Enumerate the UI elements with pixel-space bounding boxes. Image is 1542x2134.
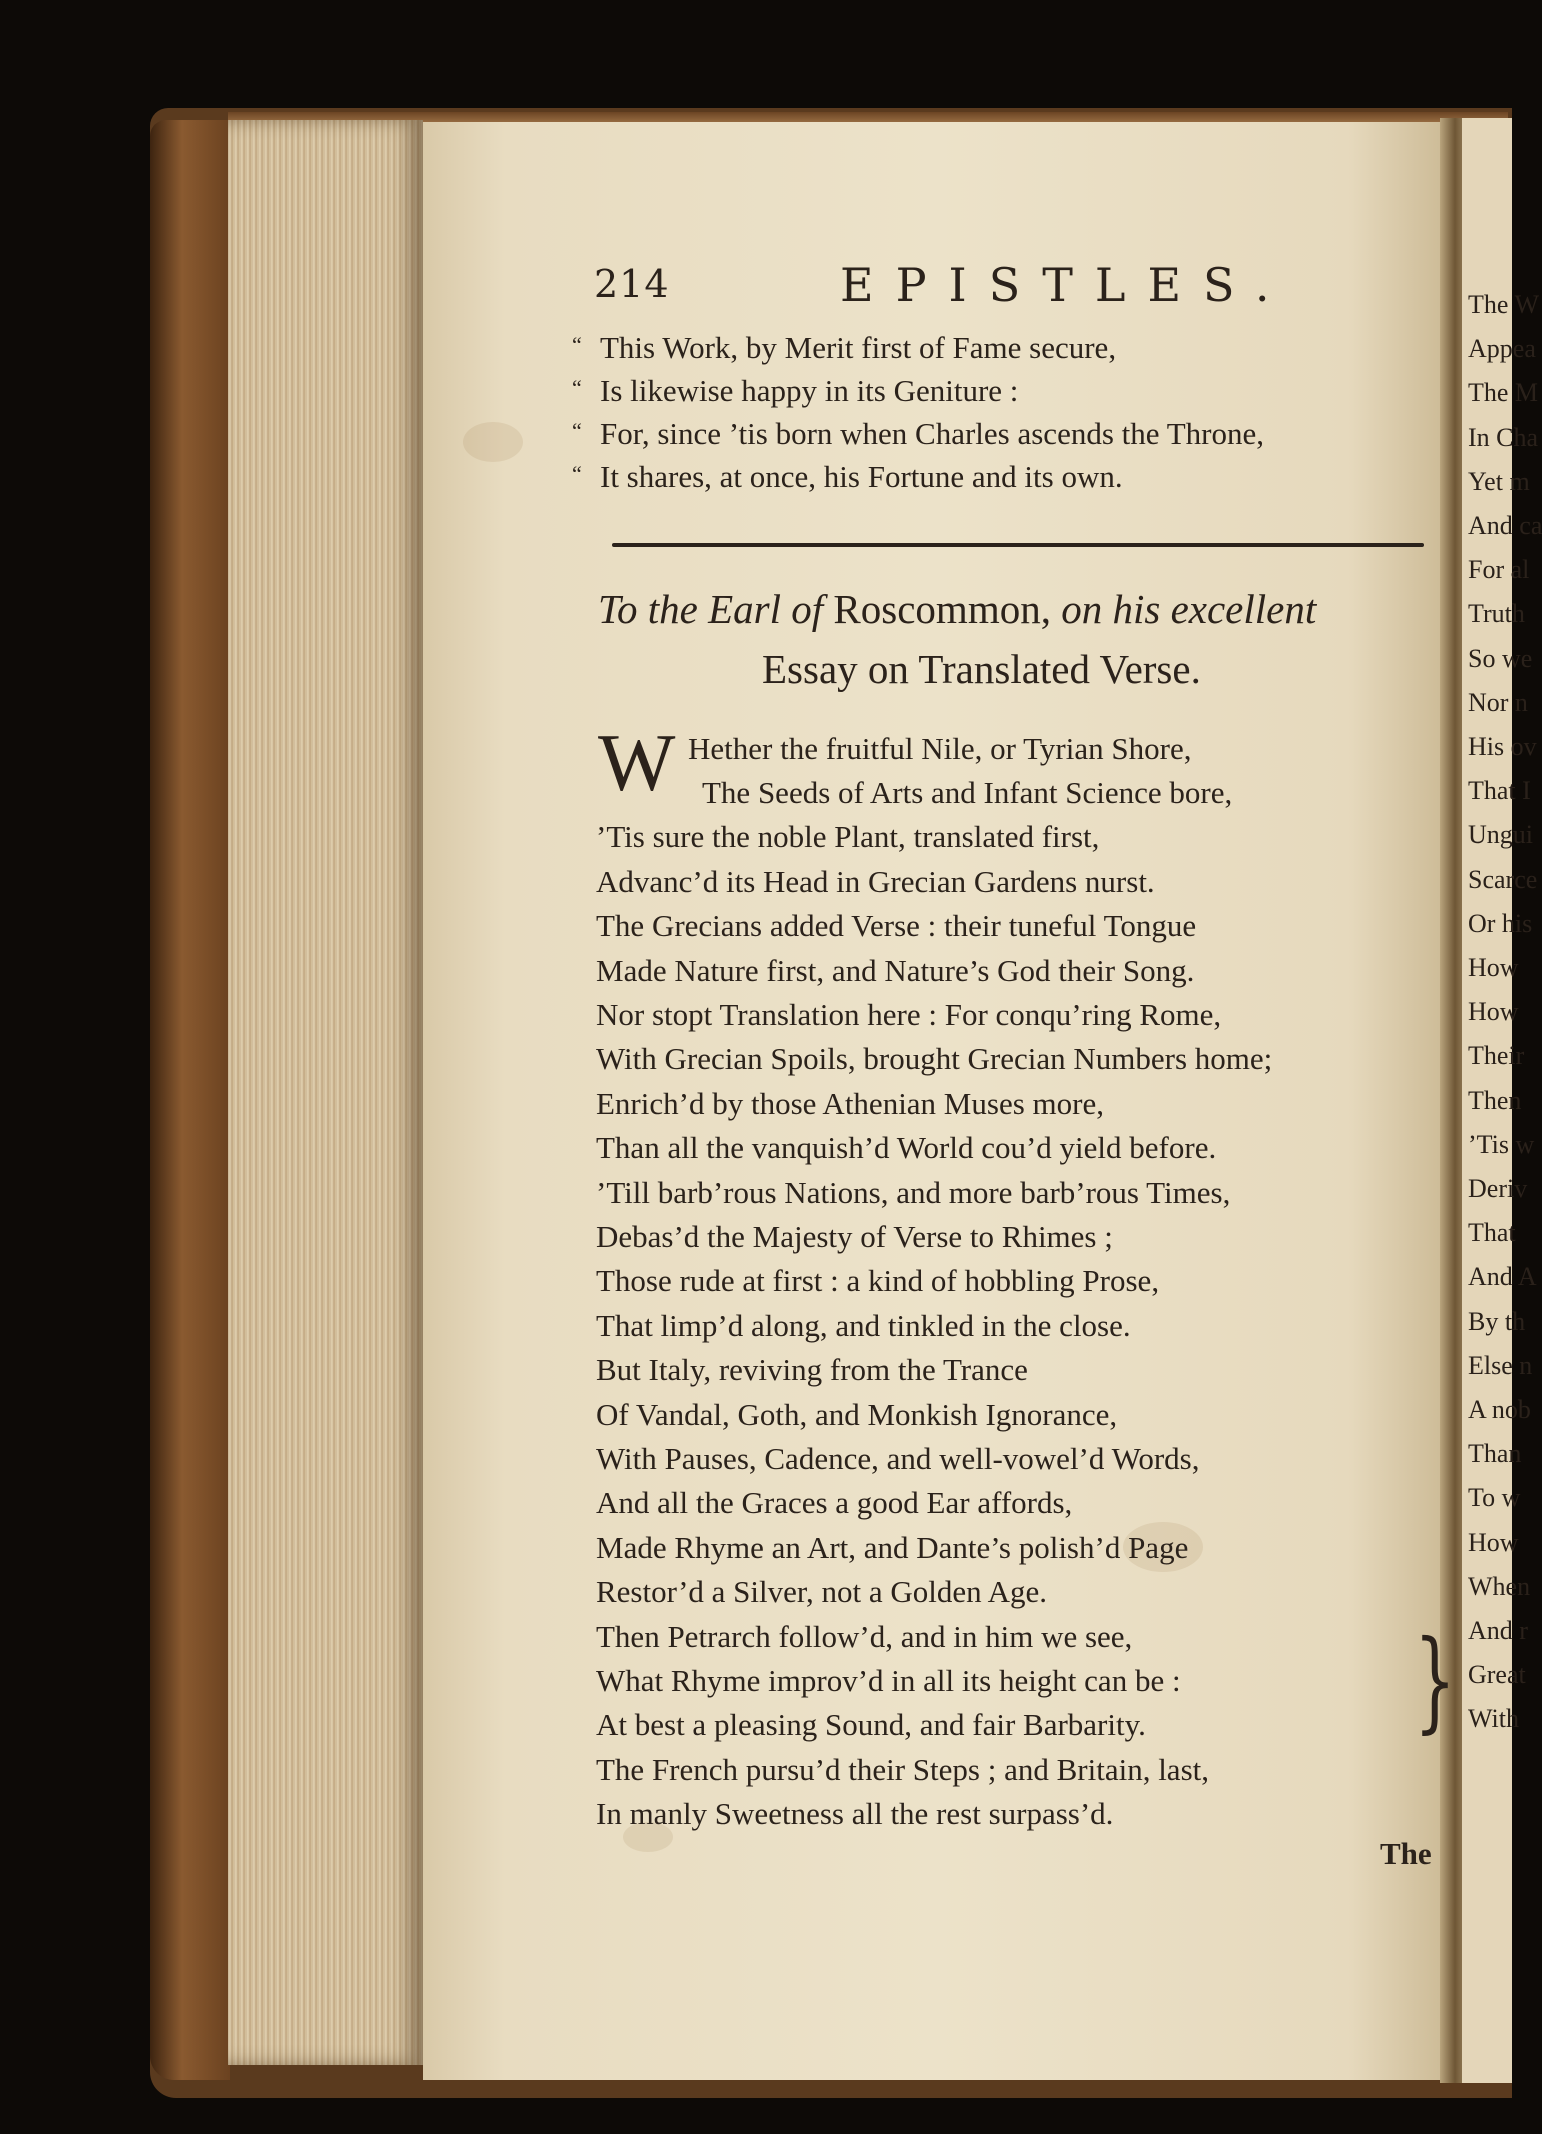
quote-text: This Work, by Merit first of Fame secure, — [600, 330, 1117, 365]
triplet-brace: } — [1414, 1616, 1456, 1744]
quote-mark: “ — [572, 375, 582, 400]
poem-line: Restor’d a Silver, not a Golden Age. — [596, 1574, 1048, 1610]
facing-page — [1462, 118, 1542, 2083]
facing-page-line: His ov — [1468, 732, 1537, 761]
poem-line: Debas’d the Majesty of Verse to Rhimes ; — [596, 1219, 1113, 1254]
facing-page-line: Great — [1468, 1660, 1526, 1690]
facing-page-line: With — [1468, 1704, 1519, 1734]
poem-line: The French pursu’d their Steps ; and Britain, last, — [596, 1751, 1209, 1787]
facing-page-line: ’Tis w — [1468, 1129, 1535, 1159]
facing-page-line: A nob — [1468, 1395, 1531, 1424]
facing-page-line: The W — [1468, 290, 1539, 319]
facing-page-line: Ungui — [1468, 820, 1533, 850]
facing-page-line: That — [1468, 1218, 1516, 1248]
quote-text: Is likewise happy in its Geniture : — [600, 373, 1019, 408]
poem-line: The Seeds of Arts and Infant Science bore, — [702, 775, 1233, 810]
poem-line: And all the Graces a good Ear affords, — [596, 1485, 1073, 1521]
section-rule — [612, 543, 1424, 547]
facing-page-line: Yet m — [1468, 466, 1530, 496]
facing-page-line: The M — [1468, 378, 1539, 408]
poem-title-line-1 — [598, 585, 1316, 633]
poem-line: Advanc’d its Head in Grecian Gardens nurst. — [596, 863, 1155, 899]
facing-page-line: How — [1468, 953, 1519, 982]
poem-line: ’Till barb’rous Nations, and more barb’rous Times, — [596, 1174, 1231, 1210]
poem-line: Enrich’d by those Athenian Muses more, — [596, 1085, 1104, 1121]
poem-line: What Rhyme improv’d in all its height can be : — [596, 1663, 1181, 1698]
page-number: 214 — [594, 262, 670, 306]
facing-page-line: Or his — [1468, 908, 1533, 938]
facing-page-line: In Cha — [1468, 422, 1539, 452]
facing-page-line: That I — [1468, 776, 1531, 806]
title-name: Roscommon, — [833, 586, 1051, 632]
running-title: EPISTLES. — [840, 258, 1292, 312]
facing-page-line: Nor n — [1468, 687, 1528, 717]
poem-line: Hether the fruitful Nile, or Tyrian Shore, — [688, 731, 1192, 766]
poem-line: With Pauses, Cadence, and well-vowel’d Words, — [596, 1441, 1200, 1476]
facing-page-line: By th — [1468, 1306, 1526, 1336]
poem-line: Nor stopt Translation here : For conqu’ring Rome, — [596, 997, 1222, 1032]
facing-page-line: How — [1468, 997, 1519, 1027]
poem-line: The Grecians added Verse : their tuneful Tongue — [596, 908, 1197, 944]
poem-line: At best a pleasing Sound, and fair Barbarity. — [596, 1707, 1146, 1743]
title-suffix: on his excellent — [1061, 586, 1317, 632]
quote-text: It shares, at once, his Fortune and its own. — [600, 459, 1123, 494]
catchword: The — [1380, 1836, 1432, 1871]
book-cover-edge — [150, 120, 230, 2080]
poem-line: ’Tis sure the noble Plant, translated first, — [596, 819, 1100, 855]
facing-page-line: When — [1468, 1571, 1531, 1601]
quote-mark: “ — [572, 418, 582, 443]
facing-page-line: Appea — [1468, 334, 1536, 364]
facing-page-line: How — [1468, 1527, 1519, 1557]
facing-page-line: Scarce — [1468, 864, 1538, 894]
facing-page-line: And A — [1468, 1262, 1537, 1292]
facing-page-line: For al — [1468, 555, 1530, 585]
drop-cap: W — [598, 717, 676, 808]
facing-page-line: So we — [1468, 643, 1533, 673]
poem-line: Of Vandal, Goth, and Monkish Ignorance, — [596, 1396, 1118, 1432]
quote-line — [572, 373, 1019, 409]
facing-page-line: And r — [1468, 1616, 1528, 1645]
poem-line: In manly Sweetness all the rest surpass’d. — [596, 1796, 1114, 1832]
poem-line: With Grecian Spoils, brought Grecian Numbers home; — [596, 1041, 1273, 1077]
facing-page-line: Their — [1468, 1041, 1525, 1071]
page-edges — [228, 120, 423, 2065]
poem-title-line-2: Essay on Translated Verse. — [762, 646, 1201, 692]
facing-page-line: Else n — [1468, 1350, 1533, 1380]
title-prefix: To the Earl of — [598, 586, 824, 632]
quote-text: For, since ’tis born when Charles ascends the Throne, — [600, 416, 1264, 451]
quote-line — [572, 459, 1123, 495]
poem-line: Then Petrarch follow’d, and in him we see, — [596, 1618, 1133, 1654]
poem-line: Those rude at first : a kind of hobbling Prose, — [596, 1263, 1160, 1299]
quote-mark: “ — [572, 461, 582, 486]
poem-line: That limp’d along, and tinkled in the close. — [596, 1307, 1131, 1343]
facing-page-line: Than — [1468, 1439, 1522, 1469]
quote-line — [572, 330, 1117, 366]
facing-page-line: Then — [1468, 1085, 1522, 1115]
facing-page-line: And ca — [1468, 511, 1542, 540]
facing-page-line: Truth — [1468, 599, 1525, 629]
facing-page-line: To w — [1468, 1483, 1521, 1513]
quote-line — [572, 416, 1264, 452]
poem-line: But Italy, reviving from the Trance — [596, 1352, 1028, 1388]
poem-line: Made Rhyme an Art, and Dante’s polish’d Page — [596, 1529, 1189, 1565]
quote-mark: “ — [572, 332, 582, 357]
poem-line: Made Nature first, and Nature’s God their Song. — [596, 952, 1195, 988]
facing-page-line: Deriv — [1468, 1174, 1528, 1203]
poem-line: Than all the vanquish’d World cou’d yield before. — [596, 1130, 1217, 1166]
